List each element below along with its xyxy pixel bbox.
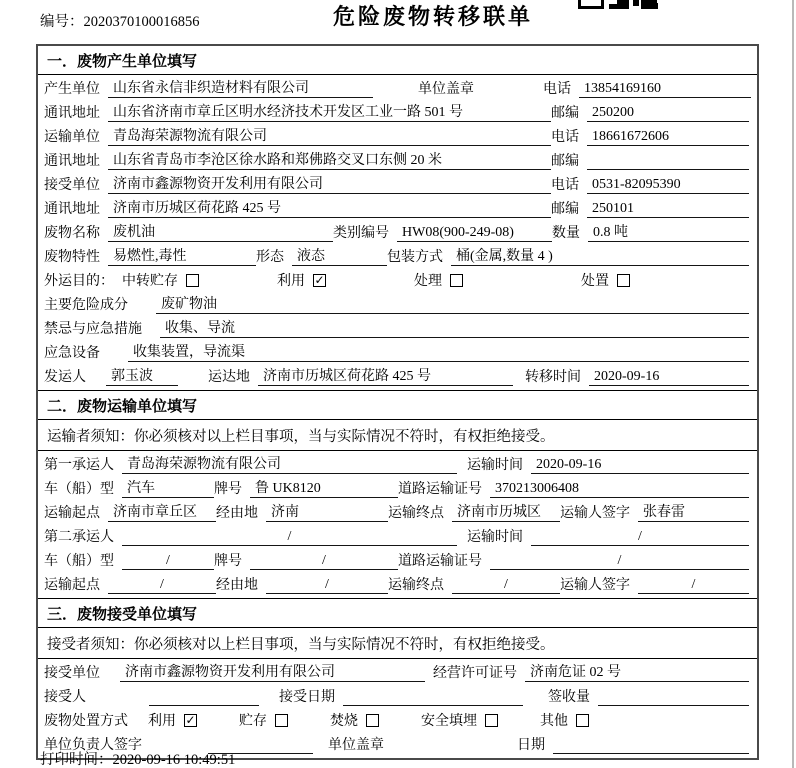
checkbox-disposal-other	[576, 714, 589, 727]
form-row	[44, 453, 751, 477]
transporter-unit-value: 青岛海荣源物流有限公司	[108, 125, 551, 146]
form-row	[44, 293, 751, 317]
category-code-label: 类别编号	[333, 226, 389, 241]
form-row	[44, 685, 751, 709]
waste-name-label: 废物名称	[44, 226, 100, 241]
received-qty-label: 签收量	[548, 690, 590, 705]
section-2-note: 运输者须知：你必须核对以上栏目事项，当与实际情况不符时，有权拒绝接受。	[38, 420, 757, 451]
form-label: 形态	[256, 250, 284, 265]
checkbox-disposal-incinerate-label: 焚烧	[330, 714, 358, 729]
form-row	[44, 317, 751, 341]
section-2-rows	[38, 451, 757, 598]
accepter-value	[149, 689, 259, 706]
postcode-label: 邮编	[551, 202, 579, 217]
destination-label: 运达地	[208, 370, 250, 385]
serial-label: 编号：	[40, 14, 84, 30]
form-row	[44, 525, 751, 549]
second-carrier-value: /	[122, 529, 457, 546]
form-row	[44, 477, 751, 501]
checkbox-disposal-other-label: 其他	[540, 714, 568, 729]
second-carrier-label: 第二承运人	[44, 530, 114, 545]
transporter-address-value: 山东省青岛市李沧区徐水路和郑佛路交叉口东侧 20 米	[108, 149, 551, 170]
checkbox-transfer-storage-label: 中转贮存	[122, 274, 178, 289]
checkbox-disposal-incinerate-group	[330, 710, 379, 730]
print-time-row	[40, 748, 235, 768]
destination-value: 济南市历城区荷花路 425 号	[258, 365, 513, 386]
checkbox-disposal-landfill-label: 安全填埋	[421, 714, 477, 729]
serial-number: 2020370100016856	[83, 14, 200, 30]
packaging-label: 包装方式	[387, 250, 443, 265]
date-value	[553, 737, 749, 754]
origin-label: 运输起点	[44, 506, 100, 521]
accept-unit-label: 接受单位	[44, 666, 100, 681]
section-3-note: 接受者须知：你必须核对以上栏目事项，当与实际情况不符时，有权拒绝接受。	[38, 628, 757, 659]
checkbox-transfer-storage	[186, 274, 199, 287]
road-permit-value: 370213006408	[490, 481, 749, 498]
quantity-label: 数量	[552, 226, 580, 241]
checkbox-disposal-other-group	[540, 710, 589, 730]
second-vehicle-type-value: /	[122, 553, 214, 570]
accepter-label: 接受人	[44, 690, 86, 705]
producer-unit-value: 山东省永信非织造材料有限公司	[108, 77, 373, 98]
second-origin-value: /	[108, 577, 216, 594]
first-carrier-label: 第一承运人	[44, 458, 114, 473]
doc-title: 危险废物转移联单	[333, 4, 534, 29]
transporter-address-label: 通讯地址	[44, 154, 100, 169]
section-1-rows	[38, 75, 757, 390]
outbound-purpose-label: 外运目的：	[44, 274, 114, 289]
form-row	[44, 173, 751, 197]
phone-label: 电话	[551, 130, 579, 145]
checkbox-utilize-label: 利用	[277, 274, 305, 289]
terminus-value: 济南市历城区	[452, 501, 560, 522]
serial-row	[40, 10, 200, 31]
section-3-rows	[38, 659, 757, 758]
qr-code-fragment	[578, 0, 664, 9]
checkbox-disposal-utilize: ✓	[185, 712, 196, 727]
transporter-phone-value: 18661672606	[587, 129, 749, 146]
origin-label: 运输起点	[44, 578, 100, 593]
checkbox-disposal-storage-label: 贮存	[239, 714, 267, 729]
disposal-method-label: 废物处置方式	[44, 714, 128, 729]
checkbox-disposal-utilize-label: 利用	[148, 714, 176, 729]
transport-date-label: 运输时间	[467, 458, 523, 473]
print-time-label: 打印时间：	[40, 752, 113, 768]
producer-address-value: 山东省济南市章丘区明水经济技术开发区工业一路 501 号	[108, 101, 551, 122]
transporter-postcode-value	[587, 153, 749, 170]
form-row	[44, 365, 751, 389]
section-receiver	[38, 598, 757, 758]
form-row	[44, 221, 751, 245]
producer-unit-label: 产生单位	[44, 82, 100, 97]
received-qty-value	[598, 689, 749, 706]
producer-phone-value: 13854169160	[579, 81, 751, 98]
accept-date-label: 接受日期	[279, 690, 335, 705]
producer-address-label: 通讯地址	[44, 106, 100, 121]
second-transport-date-value: /	[531, 529, 749, 546]
packaging-value: 桶(金属,数量 4 )	[451, 245, 749, 266]
section-transporter	[38, 390, 757, 598]
second-carrier-sign-value: /	[638, 577, 749, 594]
form-value: 液态	[292, 245, 387, 266]
form-row	[44, 101, 751, 125]
via-label: 经由地	[216, 506, 258, 521]
date-label: 日期	[517, 738, 545, 753]
road-permit-label: 道路运输证号	[398, 482, 482, 497]
receiver-phone-value: 0531-82095390	[587, 177, 749, 194]
checkbox-treat-label: 处理	[414, 274, 442, 289]
checkbox-disposal-incinerate	[366, 714, 379, 727]
form-row	[44, 149, 751, 173]
form-row	[44, 341, 751, 365]
checkbox-utilize-group	[277, 270, 326, 290]
main-hazard-label: 主要危险成分	[44, 298, 128, 313]
via-label: 经由地	[216, 578, 258, 593]
checkbox-utilize: ✓	[314, 272, 325, 287]
checkbox-disposal-storage-group	[239, 710, 288, 730]
producer-postcode-value: 250200	[587, 105, 749, 122]
consignor-value: 郭玉波	[106, 365, 178, 386]
carrier-sign-value: 张春雷	[638, 501, 749, 522]
road-permit-label: 道路运输证号	[398, 554, 482, 569]
carrier-sign-label: 运输人签字	[560, 506, 630, 521]
receiver-unit-value: 济南市鑫源物资开发利用有限公司	[108, 173, 551, 194]
second-road-permit-value: /	[490, 553, 749, 570]
checkbox-dispose-label: 处置	[581, 274, 609, 289]
unit-seal-label: 单位盖章	[328, 738, 384, 753]
transporter-unit-label: 运输单位	[44, 130, 100, 145]
responsible-sign-label: 单位负责人签字	[44, 738, 142, 753]
receiver-postcode-value: 250101	[587, 201, 749, 218]
form-row	[44, 661, 751, 685]
receiver-address-value: 济南市历城区荷花路 425 号	[108, 197, 551, 218]
accept-date-value	[343, 689, 523, 706]
manifest-table	[36, 44, 759, 760]
form-row	[44, 245, 751, 269]
second-terminus-value: /	[452, 577, 560, 594]
terminus-label: 运输终点	[388, 506, 444, 521]
form-row	[44, 125, 751, 149]
first-transport-date-value: 2020-09-16	[531, 457, 749, 474]
checkbox-transfer-storage-group	[122, 270, 199, 290]
vehicle-type-label: 车（船）型	[44, 482, 114, 497]
page-right-edge	[792, 0, 794, 768]
section-2-title: 二．废物运输单位填写	[38, 391, 757, 420]
via-value: 济南	[266, 501, 388, 522]
second-plate-value: /	[250, 553, 398, 570]
section-1-title: 一．废物产生单位填写	[38, 46, 757, 75]
section-producer	[38, 46, 757, 390]
form-row	[44, 573, 751, 597]
transfer-date-value: 2020-09-16	[589, 369, 749, 386]
emergency-equipment-label: 应急设备	[44, 346, 100, 361]
waste-property-label: 废物特性	[44, 250, 100, 265]
unit-seal-label: 单位盖章	[418, 82, 474, 97]
phone-label: 电话	[551, 178, 579, 193]
license-label: 经营许可证号	[433, 666, 517, 681]
transfer-date-label: 转移时间	[525, 370, 581, 385]
section-3-title: 三．废物接受单位填写	[38, 599, 757, 628]
consignor-label: 发运人	[44, 370, 86, 385]
form-row	[44, 709, 751, 733]
plate-label: 牌号	[214, 482, 242, 497]
license-value: 济南危证 02 号	[525, 661, 749, 682]
receiver-unit-label: 接受单位	[44, 178, 100, 193]
checkbox-disposal-utilize-group	[148, 710, 197, 730]
postcode-label: 邮编	[551, 106, 579, 121]
accept-unit-value: 济南市鑫源物资开发利用有限公司	[120, 661, 425, 682]
quantity-value: 0.8 吨	[588, 221, 749, 242]
carrier-sign-label: 运输人签字	[560, 578, 630, 593]
main-hazard-value: 废矿物油	[156, 293, 749, 314]
form-row	[44, 197, 751, 221]
postcode-label: 邮编	[551, 154, 579, 169]
form-row	[44, 77, 751, 101]
form-row	[44, 501, 751, 525]
category-code-value: HW08(900-249-08)	[397, 225, 552, 242]
checkbox-treat	[450, 274, 463, 287]
transport-date-label: 运输时间	[467, 530, 523, 545]
emergency-measures-value: 收集、导流	[160, 317, 749, 338]
print-time: 2020-09-16 10:49:51	[112, 752, 236, 768]
form-row	[44, 549, 751, 573]
form-row	[44, 269, 751, 293]
checkbox-treat-group	[414, 270, 463, 290]
waste-name-value: 废机油	[108, 221, 333, 242]
checkbox-dispose	[617, 274, 630, 287]
emergency-measures-label: 禁忌与应急措施	[44, 322, 142, 337]
checkbox-dispose-group	[581, 270, 630, 290]
terminus-label: 运输终点	[388, 578, 444, 593]
first-carrier-value: 青岛海荣源物流有限公司	[122, 453, 457, 474]
waste-property-value: 易燃性,毒性	[108, 245, 256, 266]
second-via-value: /	[266, 577, 388, 594]
origin-value: 济南市章丘区	[108, 501, 216, 522]
vehicle-type-label: 车（船）型	[44, 554, 114, 569]
plate-label: 牌号	[214, 554, 242, 569]
receiver-address-label: 通讯地址	[44, 202, 100, 217]
plate-value: 鲁 UK8120	[250, 477, 398, 498]
emergency-equipment-value: 收集装置，导流渠	[128, 341, 749, 362]
phone-label: 电话	[543, 82, 571, 97]
checkbox-disposal-storage	[275, 714, 288, 727]
checkbox-disposal-landfill-group	[421, 710, 498, 730]
vehicle-type-value: 汽车	[122, 477, 214, 498]
checkbox-disposal-landfill	[485, 714, 498, 727]
